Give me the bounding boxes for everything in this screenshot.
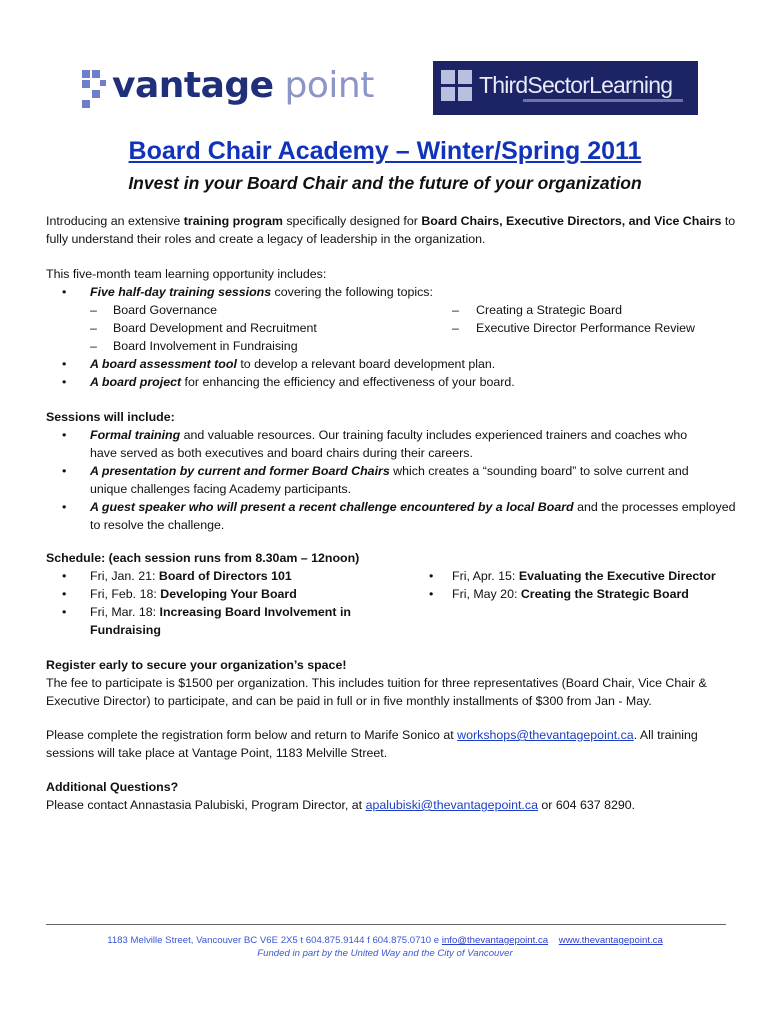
- topic-item: – Board Governance – Creating a Strategic Board: [90, 303, 623, 317]
- session-item: • Formal training and valuable resources. Our training faculty includes experienced trainers and coaches who have served as both executives and board chairs during their careers.: [62, 428, 688, 460]
- schedule-heading: Schedule: (each session runs from 8.30am – 12noon): [46, 551, 360, 565]
- session-item: • A guest speaker who will present a recent challenge encountered by a local Board and the processes employed to resolve the challenge.: [62, 500, 736, 532]
- topic-item: – Board Involvement in Fundraising: [90, 339, 298, 353]
- logo-text: ThirdSectorLearning: [479, 72, 673, 98]
- footer-email-link[interactable]: info@thevantagepoint.ca: [441, 935, 549, 946]
- footer-web-link[interactable]: www.thevantagepoint.ca: [558, 935, 663, 946]
- includes-lead: This five-month team learning opportunity includes:: [46, 267, 327, 281]
- vantage-point-logo: [76, 58, 374, 116]
- footer-divider: [46, 924, 726, 925]
- schedule-item: • Fri, Feb. 18: Developing Your Board • Fri, May 20: Creating the Strategic Board: [62, 587, 689, 601]
- include-item: • A board assessment tool to develop a relevant board development plan.: [62, 357, 496, 371]
- topic-item: – Board Development and Recruitment – Executive Director Performance Review: [90, 321, 695, 335]
- footer-funding-note: Funded in part by the United Way and the City of Vancouver: [257, 948, 513, 959]
- grid-icon: [441, 70, 475, 104]
- questions-heading: Additional Questions?: [46, 780, 179, 794]
- page-subtitle: Invest in your Board Chair and the future of your organization: [128, 173, 642, 193]
- page-title: Board Chair Academy – Winter/Spring 2011: [128, 137, 642, 165]
- register-line-2: Executive Director) to participate, and can be paid in full or in five monthly installments of $300 from Jan - May.: [46, 694, 652, 708]
- register-heading: Register early to secure your organization’s space!: [46, 658, 347, 672]
- program-director-email-link[interactable]: apalubiski@thevantagepoint.ca: [365, 798, 538, 812]
- session-item: • A presentation by current and former Board Chairs which creates a “sounding board” to solve current and unique challenges facing Academy participants.: [62, 464, 689, 496]
- include-item: • A board project for enhancing the efficiency and effectiveness of your board.: [62, 375, 515, 389]
- register-line-1: The fee to participate is $1500 per organization. This includes tuition for three representatives (Board Chair, Vice Chair &: [46, 676, 707, 690]
- complete-line-2: sessions will take place at Vantage Point, 1183 Melville Street.: [46, 746, 388, 760]
- workshops-email-link[interactable]: workshops@thevantagepoint.ca: [457, 728, 634, 742]
- schedule-item: • Fri, Mar. 18: Increasing Board Involvement in Fundraising: [62, 605, 351, 637]
- logo-word-vantage: vantage: [112, 65, 274, 106]
- intro-line-1: Introducing an extensive training program specifically designed for Board Chairs, Executive Directors, and Vice Chairs to: [46, 214, 736, 228]
- third-sector-learning-logo: [433, 61, 698, 115]
- include-item: • Five half-day training sessions covering the following topics:: [62, 285, 433, 299]
- intro-line-2: fully understand their roles and create a legacy of leadership in the organization.: [46, 232, 486, 246]
- logo-word-point: point: [284, 65, 374, 106]
- schedule-item: • Fri, Jan. 21: Board of Directors 101 • Fri, Apr. 15: Evaluating the Executive Director: [62, 569, 716, 583]
- questions-line: Please contact Annastasia Palubiski, Program Director, at apalubiski@thevantagepoint.ca or 604 637 8290.: [46, 798, 636, 812]
- complete-line-1: Please complete the registration form below and return to Marife Sonico at workshops@thevantagepoint.ca. All training: [46, 728, 698, 742]
- sessions-heading: Sessions will include:: [46, 410, 175, 424]
- footer-contact: 1183 Melville Street, Vancouver BC V6E 2X5 t 604.875.9144 f 604.875.0710 e info@thevantagepoint.ca www.thevantagepoint.ca: [107, 935, 663, 946]
